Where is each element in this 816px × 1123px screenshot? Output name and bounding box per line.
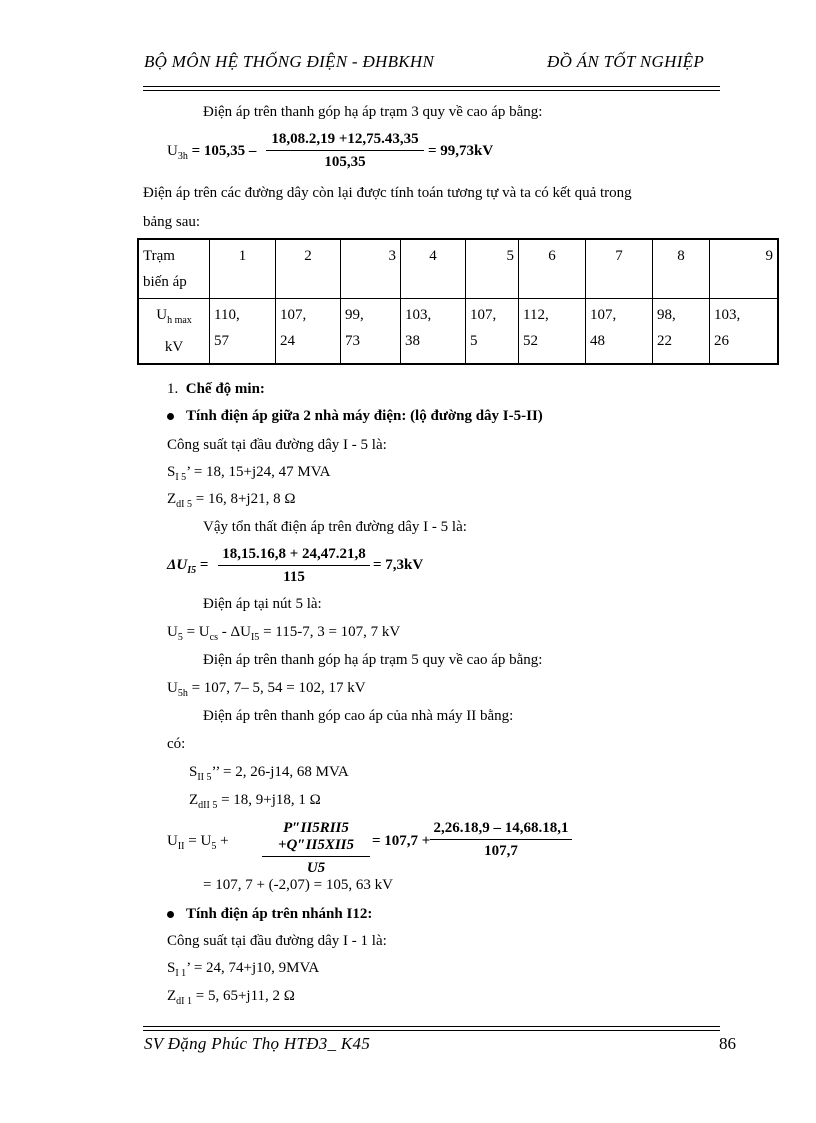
- text-line: Công suất tại đầu đường dây I - 5 là:: [167, 437, 387, 453]
- page-number: 86: [719, 1034, 736, 1053]
- text-line: $U_{5h} = 107$, 7– 5, 54 = 102, 17 kV: [167, 680, 366, 699]
- table-cell: 103, 38: [401, 299, 466, 365]
- text-line: $U_5 = U_{cs} - \Delta U_{I5} = 115-7$, 3 = 107, 7 kV: [167, 624, 401, 643]
- header-right: ĐỒ ÁN TỐT NGHIỆP: [547, 52, 705, 71]
- table-cell: 107, 24: [276, 299, 341, 365]
- text-line: Công suất tại đầu đường dây I - 1 là:: [167, 933, 387, 949]
- text-line: Điện áp trên thanh góp hạ áp trạm 5 quy về cao áp bằng:: [203, 652, 543, 668]
- equation-fraction: $\frac{18,08.2,19 +12,75.43,35}{105,35}$: [266, 131, 424, 171]
- bullet-icon: [167, 413, 174, 420]
- bullet-heading: Tính điện áp giữa 2 nhà máy điện: (lộ đường dây I-5-II): [167, 408, 543, 425]
- table-cell: 1: [210, 239, 276, 299]
- table-cell: 5: [466, 239, 519, 299]
- text-line: $Z_{dI 5} = 16$, 8+j21, 8 Ω: [167, 491, 296, 510]
- equation-fraction: $\frac{18,15.16,8 + 24,47.21,8}{115}$: [218, 546, 370, 586]
- equation-fraction: $\frac{2,26.18,9 - 14,68.18,1}{107,7}$: [430, 820, 572, 860]
- equation-fraction: P″II5RII5 +Q″II5XII5 U5: [262, 820, 370, 877]
- table-header-cell: Trạm biến áp: [138, 239, 210, 299]
- equation-lhs: $\Delta U_{I5}$ =: [167, 557, 209, 576]
- table-cell: 112, 52: [519, 299, 586, 365]
- footer-left: SV Đặng Phúc Thọ HTĐ3_ K45: [144, 1034, 371, 1053]
- table-cell: 107, 48: [586, 299, 653, 365]
- text-line: = 107, 7 + (-2,07) = 105, 63 kV: [203, 877, 393, 893]
- text-line: $S_{I 5}$’ = 18, 15+j24, 47 MVA: [167, 464, 331, 483]
- table-cell: 2: [276, 239, 341, 299]
- table-cell: 98, 22: [653, 299, 710, 365]
- bullet-heading: Tính điện áp trên nhánh I12:: [167, 906, 372, 923]
- header-rule-2: [143, 90, 720, 91]
- equation-result: = 7,3kV: [373, 557, 424, 573]
- paragraph: bảng sau:: [143, 214, 201, 230]
- table-cell: 99, 73: [341, 299, 401, 365]
- table-row: [138, 299, 778, 365]
- equation-lhs: $U_{3h} = 105,35$ –: [167, 143, 257, 162]
- paragraph: Điện áp trên thanh góp hạ áp trạm 3 quy về cao áp bằng:: [203, 104, 543, 120]
- text-line: $S_{I 1}$’ = 24, 74+j10, 9MVA: [167, 960, 320, 979]
- table-cell: 8: [653, 239, 710, 299]
- text-line: Vậy tổn thất điện áp trên đường dây I - 5 là:: [203, 519, 467, 535]
- text-line: Điện áp tại nút 5 là:: [203, 596, 322, 612]
- header-left: BỘ MÔN HỆ THỐNG ĐIỆN - ĐHBKHN: [144, 52, 435, 71]
- footer-rule-1: [143, 1026, 720, 1027]
- table-cell: 103, 26: [710, 299, 779, 365]
- text-line: $S_{II 5}$’’ = 2, 26-j14, 68 MVA: [189, 764, 349, 783]
- table-cell: 7: [586, 239, 653, 299]
- table-cell: 107, 5: [466, 299, 519, 365]
- table-cell: 3: [341, 239, 401, 299]
- bullet-icon: [167, 911, 174, 918]
- footer-rule-2: [143, 1030, 720, 1031]
- equation-result: = 107,7 +: [372, 833, 431, 849]
- voltage-table: [137, 238, 779, 365]
- header-rule-1: [143, 86, 720, 87]
- table-cell: 4: [401, 239, 466, 299]
- text-line: $Z_{dII 5} = 18$, 9+j18, 1 Ω: [189, 792, 321, 811]
- table-cell: 9: [710, 239, 779, 299]
- text-line: có:: [167, 736, 186, 752]
- section-heading: 1. Chế độ min:: [167, 381, 265, 397]
- table-row: [138, 239, 778, 299]
- paragraph: Điện áp trên các đường dây còn lại được tính toán tương tự và ta có kết quả trong: [143, 185, 632, 201]
- table-cell: 6: [519, 239, 586, 299]
- table-cell: 110, 57: [210, 299, 276, 365]
- equation-lhs: $U_{II} = U_5$ +: [167, 833, 229, 852]
- text-line: Điện áp trên thanh góp cao áp của nhà máy II bằng:: [203, 708, 514, 724]
- equation-result: = 99,73kV: [428, 143, 494, 159]
- table-header-cell: $U_{h max}$ kV: [138, 299, 210, 365]
- text-line: $Z_{dI 1} = 5$, 65+j11, 2 Ω: [167, 988, 295, 1007]
